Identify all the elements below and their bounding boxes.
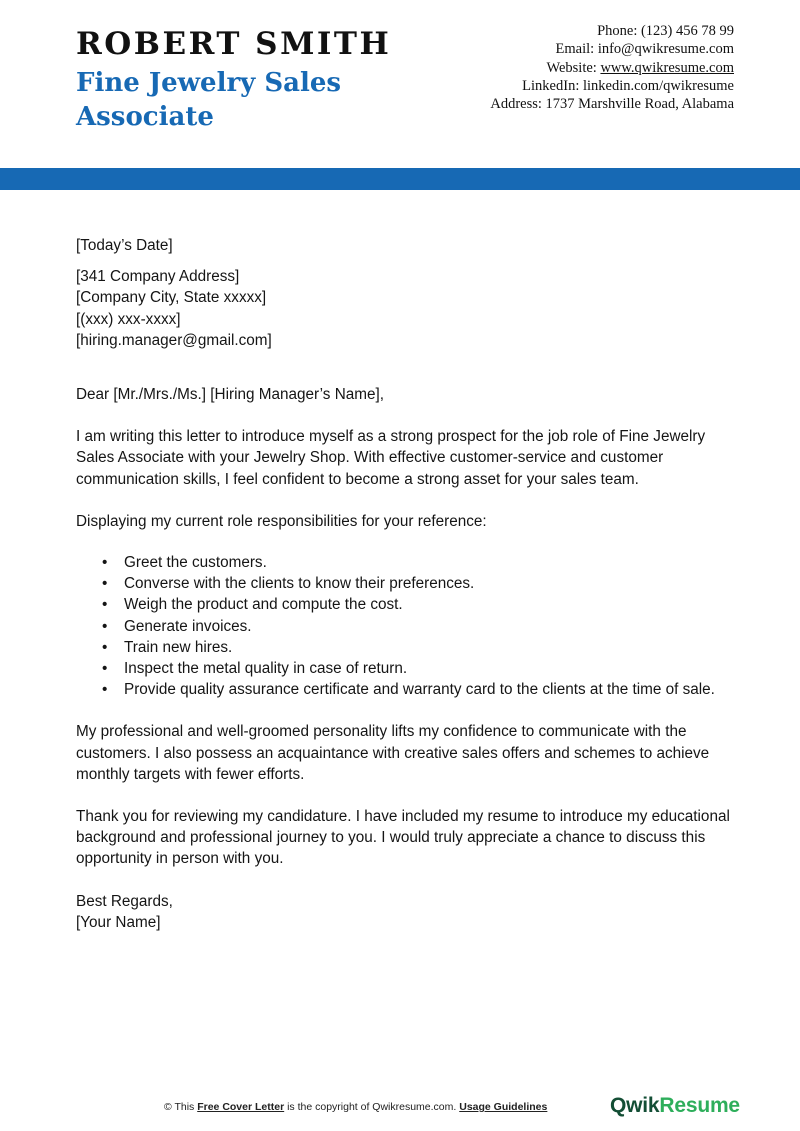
list-item: • Converse with the clients to know their preferences.: [76, 573, 736, 594]
footer: [0, 1096, 800, 1120]
copyright-middle: is the copyright of Qwikresume.com.: [284, 1101, 460, 1113]
job-title: Fine Jewelry Sales Associate: [76, 68, 342, 132]
letter-body: [76, 235, 736, 933]
recipient-city: [Company City, State xxxxx]: [76, 289, 267, 307]
contact-website-label: Website:: [546, 59, 601, 76]
logo-part-resume: Resume: [659, 1094, 740, 1117]
recipient-address: [341 Company Address]: [76, 268, 240, 286]
recipient-block: [76, 266, 736, 351]
responsibilities-list: [76, 552, 736, 700]
free-cover-letter-link[interactable]: Free Cover Letter: [197, 1101, 285, 1113]
list-item: • Greet the customers.: [76, 552, 736, 573]
header-divider-bar: [0, 168, 800, 190]
list-item: • Generate invoices.: [76, 616, 736, 637]
paragraph-thanks: Thank you for reviewing my candidature. I have included my resume to introduce my educational background and professional journey to you. I would truly appreciate a chance to discuss this opportunity in person with you.: [76, 808, 730, 868]
copyright-notice: [164, 1101, 547, 1113]
copyright-prefix: © This: [164, 1101, 198, 1113]
contact-website-link[interactable]: www.qwikresume.com: [600, 59, 734, 76]
applicant-name: ROBERT SMITH: [76, 26, 392, 62]
list-item: • Provide quality assurance certificate and warranty card to the clients at the time of sale.: [76, 679, 736, 700]
contact-block: [434, 22, 734, 113]
contact-email: Email: info@qwikresume.com: [555, 41, 734, 58]
contact-phone: Phone: (123) 456 78 99: [597, 23, 734, 39]
recipient-email: [hiring.manager@gmail.com]: [76, 331, 272, 349]
paragraph-personality: My professional and well-groomed personality lifts my confidence to communicate with the customers. I also possess an acquaintance with creative sales offers and schemes to achieve monthly targets with fewer efforts.: [76, 723, 710, 783]
intro-paragraph: I am writing this letter to introduce myself as a strong prospect for the job role of Fine Jewelry Sales Associate with your Jewelry Shop. With effective customer-service and customer communication skills, I feel confident to become a strong asset for your sales team.: [76, 428, 706, 488]
signature: [Your Name]: [76, 913, 161, 931]
list-item: • Weigh the product and compute the cost.: [76, 594, 736, 615]
closing: Best Regards,: [76, 892, 173, 910]
contact-address: Address: 1737 Marshville Road, Alabama: [490, 96, 734, 113]
usage-guidelines-link[interactable]: Usage Guidelines: [459, 1101, 548, 1113]
qwikresume-logo[interactable]: [610, 1094, 740, 1118]
list-item: • Train new hires.: [76, 637, 736, 658]
salutation: Dear [Mr./Mrs./Ms.] [Hiring Manager’s Name],: [76, 386, 384, 404]
contact-website: [434, 59, 734, 77]
recipient-phone: [(xxx) xxx-xxxx]: [76, 310, 181, 328]
list-item: • Inspect the metal quality in case of return.: [76, 658, 736, 679]
list-intro: Displaying my current role responsibilities for your reference:: [76, 512, 487, 530]
contact-linkedin: LinkedIn: linkedin.com/qwikresume: [522, 77, 734, 94]
letter-date: [Today’s Date]: [76, 237, 173, 254]
logo-part-qwik: Qwik: [610, 1094, 660, 1117]
